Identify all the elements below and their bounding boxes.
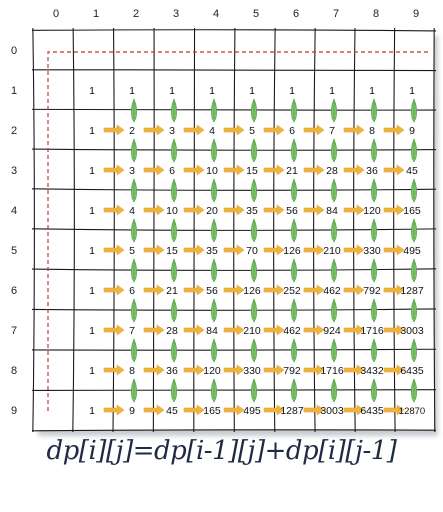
cell-value: 36 [366, 165, 378, 177]
column-label: 8 [372, 8, 380, 20]
row-label: 6 [10, 285, 18, 297]
cell-value: 21 [286, 165, 298, 177]
row-label: 1 [10, 85, 18, 97]
cell-value: 1 [289, 85, 295, 97]
cell-value: 1 [89, 205, 95, 217]
cell-value: 462 [283, 325, 301, 337]
cell-value: 36 [166, 365, 178, 377]
cell-value: 84 [206, 325, 218, 337]
cell-value: 1287 [280, 405, 304, 417]
cell-value: 6 [129, 285, 135, 297]
cell-value: 9 [129, 405, 135, 417]
cell-value: 126 [243, 285, 261, 297]
cell-value: 495 [403, 245, 421, 257]
cell-value: 210 [243, 325, 261, 337]
row-label: 0 [10, 45, 18, 57]
cell-value: 35 [206, 245, 218, 257]
cell-value: 7 [129, 325, 135, 337]
cell-value: 1 [89, 85, 95, 97]
cell-value: 3003 [320, 405, 344, 417]
cell-value: 84 [326, 205, 338, 217]
cell-value: 5 [249, 125, 255, 137]
cell-value: 9 [409, 125, 415, 137]
cell-value: 3003 [400, 325, 424, 337]
cell-value: 70 [246, 245, 258, 257]
column-label: 2 [132, 8, 140, 20]
cell-value: 120 [203, 365, 221, 377]
cell-value: 924 [323, 325, 341, 337]
row-label: 2 [10, 125, 18, 137]
cell-value: 330 [363, 245, 381, 257]
cell-value: 1 [89, 405, 95, 417]
row-label: 5 [10, 245, 18, 257]
cell-value: 5 [129, 245, 135, 257]
cell-value: 12870 [398, 406, 426, 417]
column-label: 9 [412, 8, 420, 20]
cell-value: 1716 [360, 325, 384, 337]
cell-value: 7 [329, 125, 335, 137]
cell-value: 21 [166, 285, 178, 297]
cell-value: 330 [243, 365, 261, 377]
cell-value: 15 [166, 245, 178, 257]
cell-value: 1 [89, 245, 95, 257]
cell-value: 4 [129, 205, 135, 217]
cell-value: 3432 [360, 365, 384, 377]
cell-value: 20 [206, 205, 218, 217]
cell-value: 1716 [320, 365, 344, 377]
cell-value: 210 [323, 245, 341, 257]
column-label: 1 [92, 8, 100, 20]
cell-value: 6435 [400, 365, 424, 377]
cell-value: 3 [129, 165, 135, 177]
row-label: 3 [10, 165, 18, 177]
cell-value: 8 [129, 365, 135, 377]
cell-value: 10 [206, 165, 218, 177]
cell-value: 15 [246, 165, 258, 177]
grid-col-line [33, 28, 35, 432]
column-label: 7 [332, 8, 340, 20]
column-label: 0 [52, 8, 60, 20]
column-label: 3 [172, 8, 180, 20]
cell-value: 462 [323, 285, 341, 297]
cell-value: 1 [329, 85, 335, 97]
cell-value: 45 [166, 405, 178, 417]
row-label: 9 [10, 405, 18, 417]
cell-value: 120 [363, 205, 381, 217]
cell-value: 126 [283, 245, 301, 257]
cell-value: 1 [129, 85, 135, 97]
cell-value: 1 [169, 85, 175, 97]
cell-value: 792 [283, 365, 301, 377]
cell-value: 495 [243, 405, 261, 417]
cell-value: 6435 [360, 405, 384, 417]
cell-value: 1 [369, 85, 375, 97]
cell-value: 8 [369, 125, 375, 137]
column-label: 4 [212, 8, 220, 20]
cell-value: 3 [169, 125, 175, 137]
cell-value: 45 [406, 165, 418, 177]
row-label: 4 [10, 205, 18, 217]
cell-value: 1 [249, 85, 255, 97]
cell-value: 1 [89, 285, 95, 297]
cell-value: 56 [206, 285, 218, 297]
cell-value: 1 [89, 325, 95, 337]
cell-value: 56 [286, 205, 298, 217]
cell-value: 28 [326, 165, 338, 177]
cell-value: 6 [289, 125, 295, 137]
cell-value: 1 [89, 365, 95, 377]
cell-value: 165 [203, 405, 221, 417]
recurrence-formula: dp[i][j]=dp[i-1][j]+dp[i][j-1] [46, 436, 397, 466]
cell-value: 252 [283, 285, 301, 297]
cell-value: 1 [409, 85, 415, 97]
cell-value: 28 [166, 325, 178, 337]
cell-value: 1 [89, 125, 95, 137]
cell-value: 1287 [400, 285, 424, 297]
cell-value: 792 [363, 285, 381, 297]
cell-value: 4 [209, 125, 215, 137]
cell-value: 165 [403, 205, 421, 217]
column-label: 5 [252, 8, 260, 20]
cell-value: 1 [89, 165, 95, 177]
cell-value: 2 [129, 125, 135, 137]
cell-value: 10 [166, 205, 178, 217]
row-label: 7 [10, 325, 18, 337]
cell-value: 35 [246, 205, 258, 217]
row-label: 8 [10, 365, 18, 377]
column-label: 6 [292, 8, 300, 20]
cell-value: 1 [209, 85, 215, 97]
cell-value: 6 [169, 165, 175, 177]
